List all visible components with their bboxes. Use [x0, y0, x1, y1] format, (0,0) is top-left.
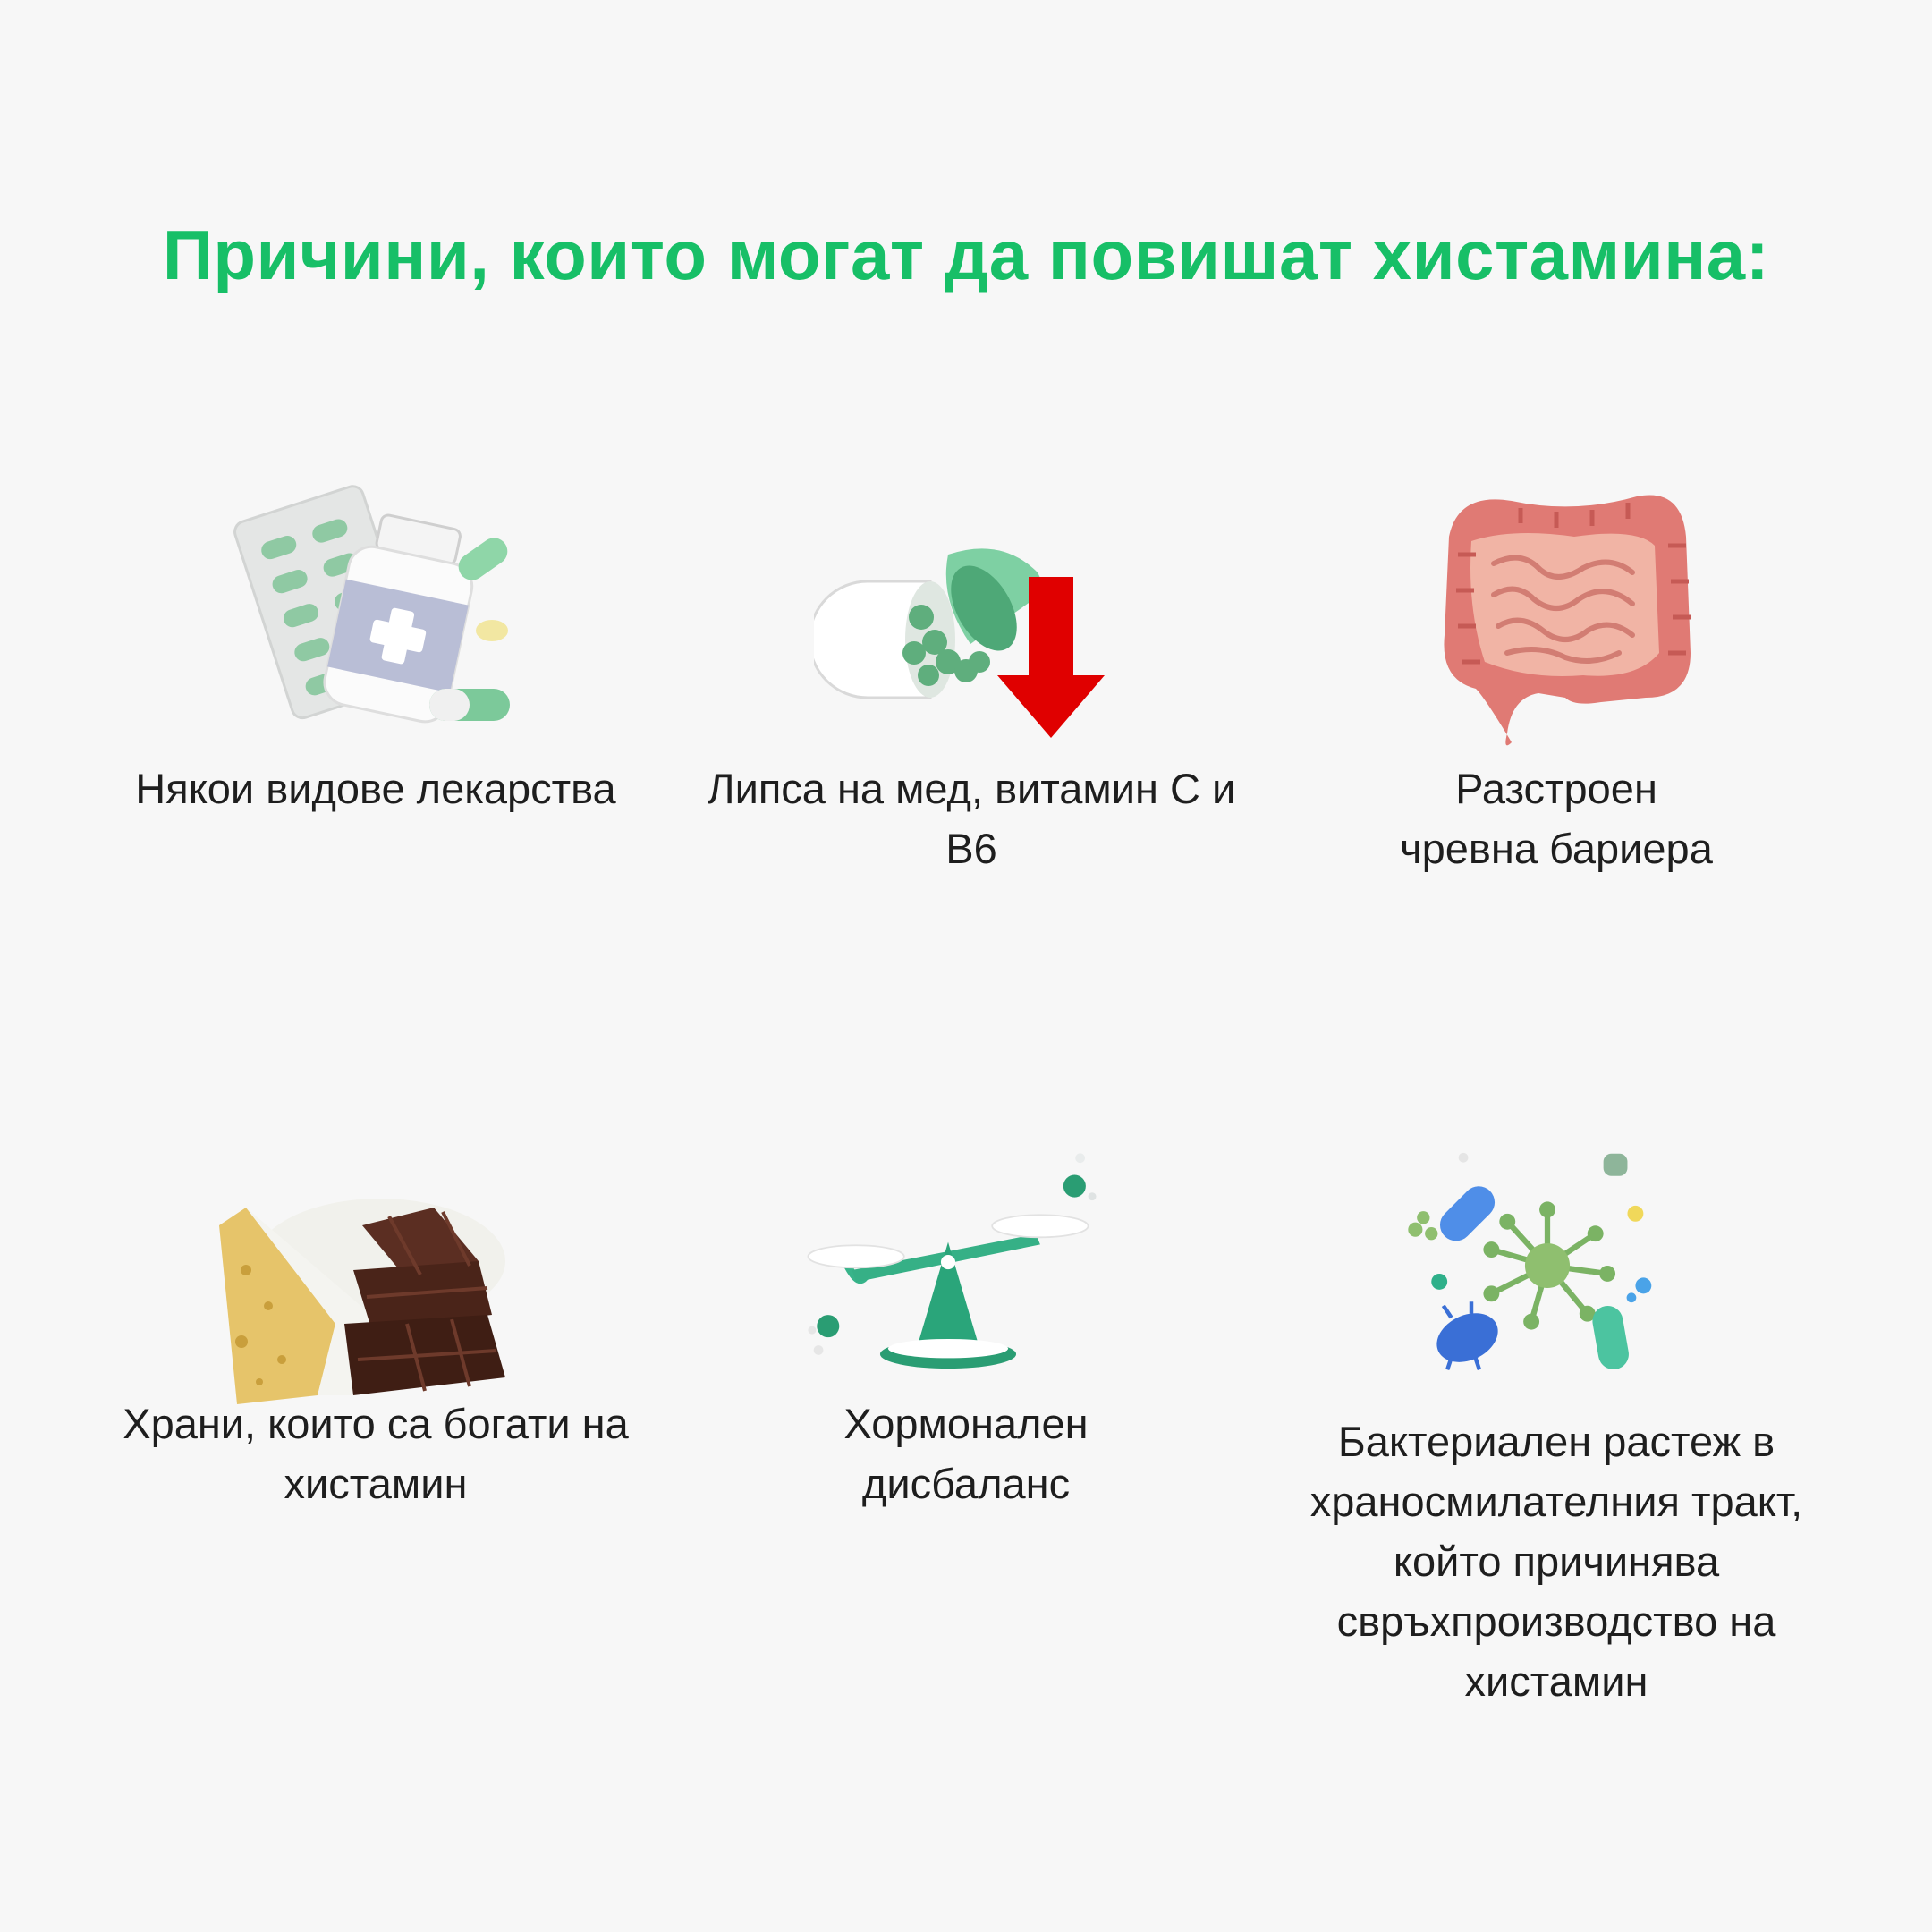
cause-label: Липса на мед, витамин C и B6	[707, 765, 1236, 872]
medicine-bottle-pills-icon	[224, 465, 528, 751]
bacteria-icon	[1395, 1123, 1699, 1409]
cause-label: Храни, които са богати на хистамин	[123, 1400, 629, 1507]
cause-label: Хормонален дисбаланс	[843, 1400, 1089, 1507]
cause-label: Някои видове лекарства	[135, 765, 616, 812]
intestines-icon	[1422, 474, 1726, 760]
capsule-arrow-down-icon	[814, 501, 1118, 787]
page-title: Причини, които могат да повишат хистамина:	[162, 216, 1770, 294]
cause-label: Бактериален растеж в храносмилателния тракт, който причинява свръхпроизводство на хистамин	[1309, 1418, 1803, 1705]
cause-label: Разстроен чревна бариера	[1400, 765, 1713, 872]
balance-scale-icon	[796, 1127, 1100, 1413]
